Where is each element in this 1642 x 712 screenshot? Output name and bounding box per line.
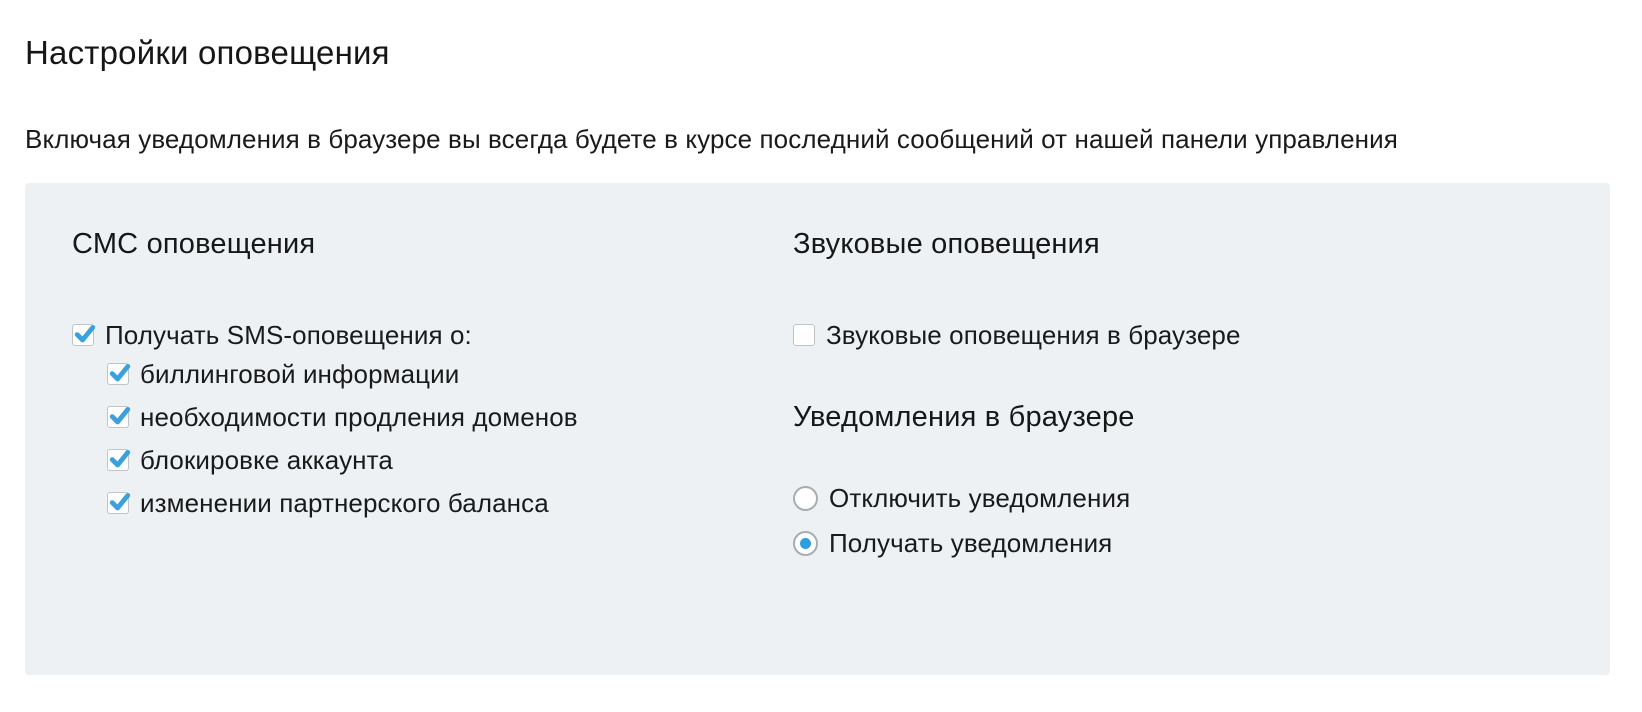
receive-notifications-radio[interactable] (793, 531, 818, 556)
sms-sub-checkbox-row-billing[interactable] (107, 359, 793, 389)
sound-checkbox-row[interactable] (793, 320, 1610, 350)
checkmark-icon (108, 447, 132, 471)
disable-notifications-radio-label: Отключить уведомления (829, 483, 1131, 513)
sound-and-browser-section (793, 227, 1610, 558)
radio-row-receive-notifications[interactable] (793, 528, 1610, 558)
sms-main-checkbox[interactable] (72, 324, 94, 346)
sms-sub-checkbox-row-account-block[interactable] (107, 445, 793, 475)
sms-domains-checkbox-label: необходимости продления доменов (140, 402, 578, 432)
browser-notifications-heading: Уведомления в браузере (793, 401, 1135, 433)
notification-settings-panel (25, 183, 1610, 675)
sms-section-heading: СМС оповещения (72, 228, 316, 260)
sms-billing-checkbox[interactable] (107, 363, 129, 385)
sound-section-heading: Звуковые оповещения (793, 228, 1100, 260)
checkmark-icon (108, 404, 132, 428)
checkmark-icon (73, 322, 97, 346)
sms-account-block-checkbox-label: блокировке аккаунта (140, 445, 393, 475)
receive-notifications-radio-label: Получать уведомления (829, 528, 1113, 558)
sms-account-block-checkbox[interactable] (107, 449, 129, 471)
radio-dot (800, 538, 811, 549)
sms-main-checkbox-row[interactable] (72, 320, 793, 350)
page-title: Настройки оповещения (25, 34, 390, 72)
sms-partner-balance-checkbox-label: изменении партнерского баланса (140, 488, 549, 518)
sms-billing-checkbox-label: биллинговой информации (140, 359, 460, 389)
sms-sub-checkbox-list (107, 359, 793, 518)
sound-in-browser-checkbox-label: Звуковые оповещения в браузере (826, 320, 1241, 350)
sms-main-checkbox-label: Получать SMS-оповещения о: (105, 320, 472, 350)
sms-sub-checkbox-row-domains[interactable] (107, 402, 793, 432)
sms-alerts-section (72, 227, 793, 518)
sms-partner-balance-checkbox[interactable] (107, 492, 129, 514)
sms-domains-checkbox[interactable] (107, 406, 129, 428)
disable-notifications-radio[interactable] (793, 486, 818, 511)
sound-in-browser-checkbox[interactable] (793, 324, 815, 346)
page-description: Включая уведомления в браузере вы всегда будете в курсе последний сообщений от нашей панели управления (25, 124, 1398, 154)
checkmark-icon (108, 490, 132, 514)
sms-sub-checkbox-row-partner-balance[interactable] (107, 488, 793, 518)
checkmark-icon (108, 361, 132, 385)
radio-row-disable-notifications[interactable] (793, 483, 1610, 513)
